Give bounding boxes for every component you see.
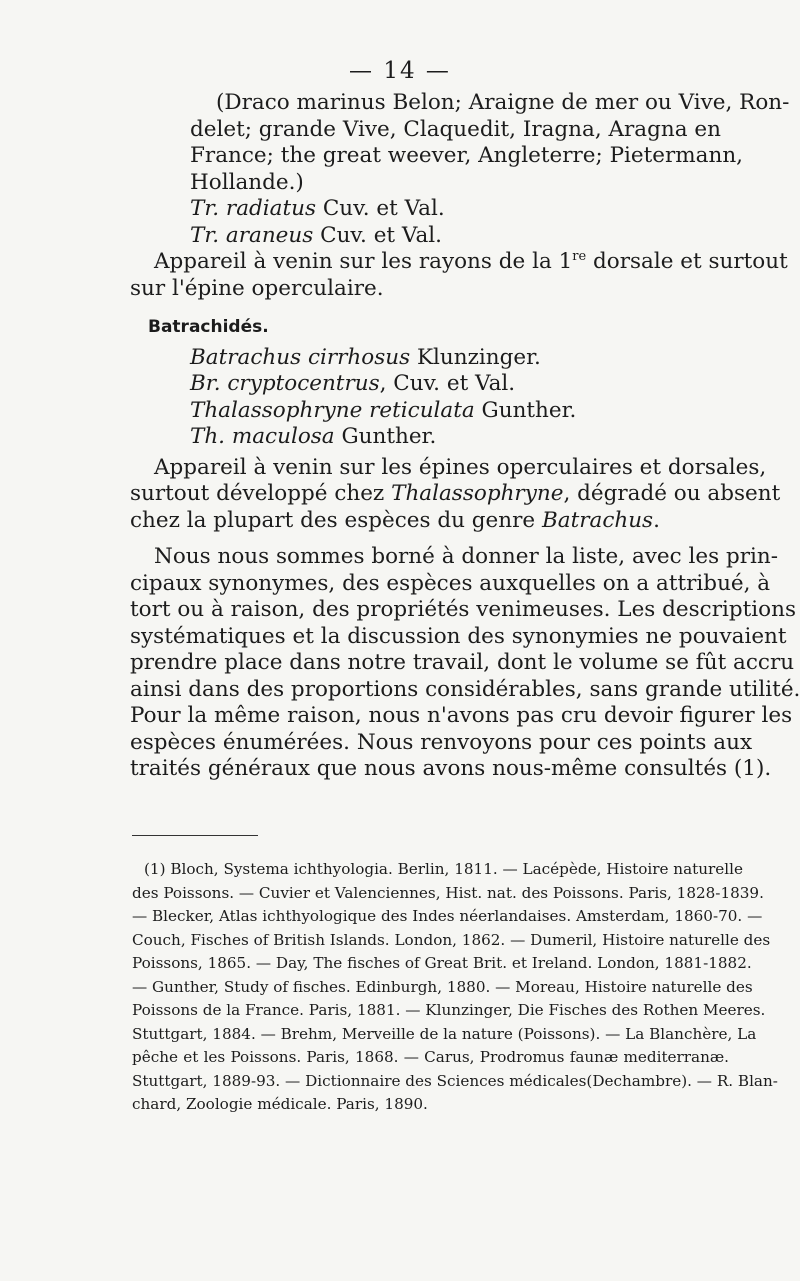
footnote-line: Poissons de la France. Paris, 1881. — Klunzinger, Die Fisches des Rothen Meeres. xyxy=(132,1001,766,1019)
paragraph-line: Nous nous sommes borné à donner la liste, avec les prin- xyxy=(154,544,779,569)
genus-name: Thalassophryne xyxy=(391,481,564,506)
species-author: Klunzinger. xyxy=(410,344,541,370)
venom-paragraph-line-2 xyxy=(120,481,781,508)
paragraph-line: systématiques et la discussion des synonymies ne pouvaient xyxy=(130,623,787,649)
species-author: Gunther. xyxy=(334,424,437,449)
paragraph-line: traités généraux que nous avons nous-même consultés (1). xyxy=(130,756,772,781)
species-author: Cuv. et Val. xyxy=(316,196,445,221)
species-line xyxy=(120,196,720,223)
paragraph-line: Pour la même raison, nous n'avons pas cru devoir figurer les xyxy=(130,703,793,728)
text-run: dorsale et surtout xyxy=(586,249,788,274)
species-name: Br. cryptocentrus xyxy=(190,371,380,396)
footnote-line: Couch, Fisches of British Islands. London, 1862. — Dumeril, Histoire naturelle des xyxy=(132,930,771,949)
footnote-line: Stuttgart, 1884. — Brehm, Merveille de la nature (Poissons). — La Blanchère, La xyxy=(132,1024,757,1043)
species-line xyxy=(120,345,720,372)
species-line xyxy=(120,398,720,425)
text-run: . xyxy=(653,507,660,533)
paragraph-line: espèces énumérées. Nous renvoyons pour ces points aux xyxy=(130,729,753,755)
venom-paragraph-line-3 xyxy=(120,508,720,535)
species-name: Tr. radiatus xyxy=(190,196,316,221)
text-run: surtout développé chez xyxy=(130,481,392,506)
species-author: Cuv. et Val. xyxy=(313,222,442,248)
venom-note-line-2: sur l'épine operculaire. xyxy=(130,275,384,301)
footnote-line: des Poissons. — Cuvier et Valenciennes, Hist. nat. des Poissons. Paris, 1828-1839. xyxy=(132,883,764,902)
synonymy-line-4: Hollande.) xyxy=(190,169,304,195)
species-name: Tr. araneus xyxy=(190,222,314,248)
footnote-line: chard, Zoologie médicale. Paris, 1890. xyxy=(132,1095,428,1113)
paragraph-line: ainsi dans des proportions considérables, sans grande utilité. xyxy=(130,676,800,702)
text-run: chez la plupart des espèces du genre xyxy=(130,507,542,533)
paragraph-line: cipaux synonymes, des espèces auxquelles on a attribué, à xyxy=(130,570,771,596)
footnote-line: Stuttgart, 1889-93. — Dictionnaire des Sciences médicales(Dechambre). — R. Blan- xyxy=(132,1071,778,1090)
section-heading: Batrachidés. xyxy=(148,317,269,337)
venom-note-line-1 xyxy=(120,248,788,276)
paragraph-line: prendre place dans notre travail, dont le volume se fût accru xyxy=(130,650,795,675)
genus-name: Batrachus xyxy=(541,507,654,533)
paragraph-line: tort ou à raison, des propriétés venimeuses. Les descriptions xyxy=(130,597,796,622)
species-author: Gunther. xyxy=(474,397,577,423)
footnote-line: (1) Bloch, Systema ichthyologia. Berlin, 1811. — Lacépède, Histoire naturelle xyxy=(144,860,743,878)
footnote-line: — Blecker, Atlas ichthyologique des Indes néerlandaises. Amsterdam, 1860-70. — xyxy=(132,907,763,925)
footnote xyxy=(132,858,778,1117)
species-name: Batrachus cirrhosus xyxy=(190,344,411,370)
footnote-divider xyxy=(132,835,258,836)
footnote-line: Poissons, 1865. — Day, The fisches of Great Brit. et Ireland. London, 1881-1882. xyxy=(132,954,752,972)
page-number: — 14 — xyxy=(349,58,451,84)
synonymy-line-2: delet; grande Vive, Claquedit, Iragna, Aragna en xyxy=(190,116,721,142)
text-run: , dégradé ou absent xyxy=(563,481,781,506)
footnote-line: pêche et les Poissons. Paris, 1868. — Carus, Prodromus faunæ mediterranæ. xyxy=(132,1048,729,1066)
synonymy-line-3: France; the great weever, Angleterre; Pietermann, xyxy=(190,143,744,168)
text-run: Appareil à venin sur les rayons de la 1 xyxy=(154,249,573,274)
species-line xyxy=(120,424,720,451)
species-line xyxy=(120,223,720,250)
footnote-line: — Gunther, Study of fisches. Edinburgh, 1880. — Moreau, Histoire naturelle des xyxy=(132,977,753,996)
venom-paragraph-line-1: Appareil à venin sur les épines operculaires et dorsales, xyxy=(154,454,767,480)
species-name: Th. maculosa xyxy=(190,424,335,449)
main-text xyxy=(120,90,800,783)
superscript: re xyxy=(572,248,587,264)
species-name: Thalassophryne reticulata xyxy=(190,397,475,423)
species-author: , Cuv. et Val. xyxy=(379,371,516,396)
species-line xyxy=(120,371,720,398)
synonymy-line-1: (Draco marinus Belon; Araigne de mer ou Vive, Ron- xyxy=(216,90,790,115)
